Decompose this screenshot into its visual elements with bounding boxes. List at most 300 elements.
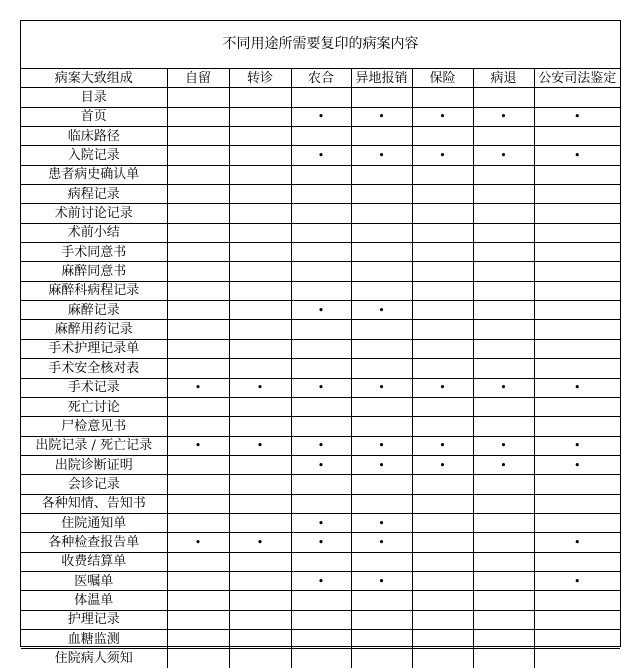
purpose-cell xyxy=(167,494,229,513)
purpose-cell xyxy=(291,301,351,320)
purpose-cell xyxy=(351,494,412,513)
required-mark: • xyxy=(574,149,581,163)
purpose-cell xyxy=(412,417,473,436)
purpose-cell xyxy=(229,281,291,300)
purpose-cell xyxy=(473,281,534,300)
purpose-cell xyxy=(167,629,229,648)
purpose-cell xyxy=(473,262,534,281)
purpose-cell xyxy=(167,397,229,416)
table-row xyxy=(21,591,620,610)
purpose-cell xyxy=(291,359,351,378)
purpose-cell xyxy=(167,378,229,397)
header-cell: 自留 xyxy=(167,69,229,88)
purpose-cell xyxy=(229,185,291,204)
purpose-cell xyxy=(351,339,412,358)
purpose-cell xyxy=(229,127,291,146)
purpose-cell xyxy=(473,397,534,416)
record-name-cell: 手术同意书 xyxy=(21,243,167,262)
purpose-cell xyxy=(351,320,412,339)
required-mark: • xyxy=(378,439,385,453)
required-mark: • xyxy=(500,149,507,163)
required-mark: • xyxy=(317,381,325,395)
record-name-cell: 手术安全核对表 xyxy=(21,359,167,378)
purpose-cell xyxy=(351,552,412,571)
purpose-cell xyxy=(351,146,412,165)
purpose-cell xyxy=(167,146,229,165)
required-mark: • xyxy=(256,439,264,453)
purpose-cell xyxy=(534,513,620,532)
purpose-cell xyxy=(229,494,291,513)
purpose-cell xyxy=(534,281,620,300)
purpose-cell xyxy=(229,320,291,339)
purpose-cell xyxy=(167,107,229,126)
purpose-cell xyxy=(534,107,620,126)
table-row xyxy=(21,533,620,552)
purpose-cell xyxy=(534,223,620,242)
purpose-cell xyxy=(534,610,620,629)
purpose-cell xyxy=(412,378,473,397)
purpose-cell xyxy=(473,204,534,223)
purpose-cell xyxy=(229,165,291,184)
table-row xyxy=(21,494,620,513)
purpose-cell xyxy=(229,262,291,281)
purpose-cell xyxy=(167,455,229,474)
purpose-cell xyxy=(351,436,412,455)
required-mark: • xyxy=(378,149,385,163)
purpose-cell xyxy=(351,591,412,610)
purpose-cell xyxy=(229,417,291,436)
purpose-cell xyxy=(229,552,291,571)
required-mark: • xyxy=(439,439,446,453)
purpose-cell xyxy=(473,591,534,610)
purpose-cell xyxy=(291,513,351,532)
record-name-cell: 体温单 xyxy=(21,591,167,610)
required-mark: • xyxy=(256,535,264,549)
record-name-cell: 医嘱单 xyxy=(21,571,167,590)
required-mark: • xyxy=(317,516,325,530)
purpose-cell xyxy=(291,88,351,107)
required-mark: • xyxy=(378,535,385,549)
table-row xyxy=(21,243,620,262)
purpose-cell xyxy=(229,107,291,126)
table-row xyxy=(21,185,620,204)
table-row xyxy=(21,262,620,281)
required-mark: • xyxy=(574,535,581,549)
purpose-cell xyxy=(412,455,473,474)
purpose-cell xyxy=(229,301,291,320)
purpose-cell xyxy=(534,494,620,513)
purpose-cell xyxy=(167,281,229,300)
record-name-cell: 临床路径 xyxy=(21,127,167,146)
table-row xyxy=(21,552,620,571)
purpose-cell xyxy=(351,262,412,281)
record-name-cell: 出院诊断证明 xyxy=(21,455,167,474)
required-mark: • xyxy=(500,381,507,395)
table-row xyxy=(21,146,620,165)
table-row xyxy=(21,359,620,378)
purpose-cell xyxy=(473,494,534,513)
purpose-cell xyxy=(167,204,229,223)
purpose-cell xyxy=(412,107,473,126)
purpose-cell xyxy=(412,127,473,146)
purpose-cell xyxy=(534,146,620,165)
purpose-cell xyxy=(167,610,229,629)
purpose-cell xyxy=(534,417,620,436)
purpose-cell xyxy=(351,610,412,629)
purpose-cell xyxy=(167,417,229,436)
header-cell: 公安司法鉴定 xyxy=(534,69,620,88)
purpose-cell xyxy=(167,165,229,184)
record-name-cell: 各种检查报告单 xyxy=(21,533,167,552)
purpose-cell xyxy=(534,165,620,184)
purpose-cell xyxy=(534,475,620,494)
purpose-cell xyxy=(229,88,291,107)
purpose-cell xyxy=(291,649,351,668)
purpose-cell xyxy=(229,610,291,629)
purpose-cell xyxy=(473,301,534,320)
purpose-cell xyxy=(291,436,351,455)
purpose-cell xyxy=(291,591,351,610)
purpose-cell xyxy=(291,339,351,358)
purpose-cell xyxy=(473,552,534,571)
purpose-cell xyxy=(412,204,473,223)
purpose-cell xyxy=(351,455,412,474)
purpose-cell xyxy=(229,533,291,552)
purpose-cell xyxy=(473,107,534,126)
purpose-cell xyxy=(229,513,291,532)
purpose-cell xyxy=(229,339,291,358)
purpose-cell xyxy=(473,88,534,107)
required-mark: • xyxy=(194,439,202,453)
required-mark: • xyxy=(317,535,325,549)
record-name-cell: 出院记录 / 死亡记录 xyxy=(21,436,167,455)
purpose-cell xyxy=(351,571,412,590)
purpose-cell xyxy=(534,629,620,648)
required-mark: • xyxy=(500,110,507,124)
required-mark: • xyxy=(378,458,385,472)
purpose-cell xyxy=(473,339,534,358)
purpose-cell xyxy=(351,223,412,242)
purpose-cell xyxy=(167,320,229,339)
record-name-cell: 首页 xyxy=(21,107,167,126)
record-name-cell: 术前讨论记录 xyxy=(21,204,167,223)
purpose-cell xyxy=(291,552,351,571)
table-row xyxy=(21,571,620,590)
purpose-cell xyxy=(351,417,412,436)
purpose-cell xyxy=(534,88,620,107)
required-mark: • xyxy=(574,439,581,453)
purpose-cell xyxy=(291,494,351,513)
purpose-cell xyxy=(167,223,229,242)
table-row xyxy=(21,127,620,146)
purpose-cell xyxy=(473,359,534,378)
purpose-cell xyxy=(473,223,534,242)
purpose-cell xyxy=(229,397,291,416)
purpose-cell xyxy=(412,610,473,629)
purpose-cell xyxy=(534,455,620,474)
required-mark: • xyxy=(500,439,507,453)
purpose-cell xyxy=(167,591,229,610)
record-name-cell: 入院记录 xyxy=(21,146,167,165)
table-title: 不同用途所需要复印的病案内容 xyxy=(21,21,620,69)
required-mark: • xyxy=(378,381,385,395)
record-name-cell: 尸检意见书 xyxy=(21,417,167,436)
purpose-cell xyxy=(412,339,473,358)
table-row xyxy=(21,513,620,532)
purpose-cell xyxy=(291,475,351,494)
purpose-cell xyxy=(351,533,412,552)
required-mark: • xyxy=(439,381,446,395)
purpose-cell xyxy=(412,513,473,532)
purpose-cell xyxy=(534,649,620,668)
record-name-cell: 麻醉同意书 xyxy=(21,262,167,281)
purpose-cell xyxy=(473,436,534,455)
required-mark: • xyxy=(256,381,264,395)
purpose-cell xyxy=(351,629,412,648)
table-row xyxy=(21,320,620,339)
purpose-cell xyxy=(534,204,620,223)
purpose-cell xyxy=(167,649,229,668)
required-mark: • xyxy=(574,381,581,395)
record-name-cell: 目录 xyxy=(21,88,167,107)
purpose-cell xyxy=(167,436,229,455)
purpose-cell xyxy=(229,455,291,474)
purpose-cell xyxy=(412,301,473,320)
purpose-cell xyxy=(351,204,412,223)
purpose-cell xyxy=(351,475,412,494)
purpose-cell xyxy=(412,146,473,165)
purpose-cell xyxy=(229,359,291,378)
purpose-cell xyxy=(291,629,351,648)
purpose-cell xyxy=(534,397,620,416)
table-row xyxy=(21,436,620,455)
purpose-cell xyxy=(291,397,351,416)
purpose-cell xyxy=(473,513,534,532)
purpose-cell xyxy=(351,281,412,300)
purpose-cell xyxy=(412,571,473,590)
purpose-cell xyxy=(351,88,412,107)
record-name-cell: 手术护理记录单 xyxy=(21,339,167,358)
purpose-cell xyxy=(351,185,412,204)
purpose-cell xyxy=(412,494,473,513)
purpose-cell xyxy=(351,513,412,532)
purpose-cell xyxy=(534,591,620,610)
purpose-cell xyxy=(167,475,229,494)
purpose-cell xyxy=(351,107,412,126)
purpose-cell xyxy=(291,610,351,629)
purpose-cell xyxy=(167,571,229,590)
copy-requirements-sheet xyxy=(20,20,621,666)
header-cell: 转诊 xyxy=(229,69,291,88)
purpose-cell xyxy=(167,552,229,571)
header-cell: 病退 xyxy=(473,69,534,88)
purpose-cell xyxy=(167,262,229,281)
table-row xyxy=(21,88,620,107)
table-row xyxy=(21,475,620,494)
required-mark: • xyxy=(317,439,325,453)
required-mark: • xyxy=(439,458,446,472)
required-mark: • xyxy=(378,574,385,588)
purpose-cell xyxy=(473,629,534,648)
table-row xyxy=(21,301,620,320)
purpose-cell xyxy=(412,359,473,378)
purpose-cell xyxy=(291,571,351,590)
purpose-cell xyxy=(412,185,473,204)
purpose-cell xyxy=(412,281,473,300)
purpose-cell xyxy=(291,243,351,262)
table-row xyxy=(21,629,620,648)
purpose-cell xyxy=(351,359,412,378)
purpose-cell xyxy=(229,378,291,397)
record-name-cell: 手术记录 xyxy=(21,378,167,397)
purpose-cell xyxy=(351,649,412,668)
purpose-cell xyxy=(412,320,473,339)
purpose-cell xyxy=(534,571,620,590)
record-name-cell: 住院病人须知 xyxy=(21,649,167,668)
purpose-cell xyxy=(351,301,412,320)
header-row xyxy=(21,69,620,88)
purpose-cell xyxy=(291,107,351,126)
record-name-cell: 麻醉科病程记录 xyxy=(21,281,167,300)
purpose-cell xyxy=(534,378,620,397)
purpose-cell xyxy=(534,185,620,204)
purpose-cell xyxy=(291,223,351,242)
required-mark: • xyxy=(574,110,581,124)
purpose-cell xyxy=(534,127,620,146)
table-row xyxy=(21,610,620,629)
purpose-cell xyxy=(291,533,351,552)
table-row xyxy=(21,455,620,474)
purpose-cell xyxy=(167,88,229,107)
purpose-cell xyxy=(167,513,229,532)
purpose-cell xyxy=(351,127,412,146)
purpose-cell xyxy=(473,185,534,204)
table-row xyxy=(21,204,620,223)
purpose-cell xyxy=(473,571,534,590)
purpose-cell xyxy=(291,455,351,474)
purpose-cell xyxy=(412,243,473,262)
purpose-cell xyxy=(473,146,534,165)
purpose-cell xyxy=(412,629,473,648)
record-name-cell: 会诊记录 xyxy=(21,475,167,494)
purpose-cell xyxy=(412,165,473,184)
purpose-cell xyxy=(167,339,229,358)
copy-requirements-table xyxy=(21,69,620,668)
purpose-cell xyxy=(534,339,620,358)
purpose-cell xyxy=(473,610,534,629)
purpose-cell xyxy=(351,378,412,397)
purpose-cell xyxy=(229,629,291,648)
purpose-cell xyxy=(229,571,291,590)
required-mark: • xyxy=(317,110,325,124)
record-name-cell: 收费结算单 xyxy=(21,552,167,571)
purpose-cell xyxy=(229,204,291,223)
purpose-cell xyxy=(412,591,473,610)
header-cell: 农合 xyxy=(291,69,351,88)
purpose-cell xyxy=(167,533,229,552)
header-cell: 保险 xyxy=(412,69,473,88)
purpose-cell xyxy=(229,591,291,610)
required-mark: • xyxy=(439,149,446,163)
record-name-cell: 血糖监测 xyxy=(21,629,167,648)
purpose-cell xyxy=(534,301,620,320)
purpose-cell xyxy=(229,475,291,494)
required-mark: • xyxy=(194,535,202,549)
purpose-cell xyxy=(534,359,620,378)
purpose-cell xyxy=(167,301,229,320)
purpose-cell xyxy=(291,127,351,146)
purpose-cell xyxy=(473,533,534,552)
purpose-cell xyxy=(534,533,620,552)
purpose-cell xyxy=(473,649,534,668)
purpose-cell xyxy=(534,262,620,281)
required-mark: • xyxy=(194,381,202,395)
required-mark: • xyxy=(317,149,325,163)
header-cell: 病案大致组成 xyxy=(21,69,167,88)
purpose-cell xyxy=(412,397,473,416)
required-mark: • xyxy=(574,458,581,472)
record-name-cell: 死亡讨论 xyxy=(21,397,167,416)
purpose-cell xyxy=(473,455,534,474)
purpose-cell xyxy=(229,243,291,262)
required-mark: • xyxy=(317,303,325,317)
purpose-cell xyxy=(351,243,412,262)
purpose-cell xyxy=(534,436,620,455)
record-name-cell: 麻醉记录 xyxy=(21,301,167,320)
purpose-cell xyxy=(291,204,351,223)
purpose-cell xyxy=(229,146,291,165)
purpose-cell xyxy=(291,378,351,397)
table-row xyxy=(21,339,620,358)
purpose-cell xyxy=(229,223,291,242)
required-mark: • xyxy=(574,574,581,588)
table-row xyxy=(21,165,620,184)
table-row xyxy=(21,107,620,126)
table-row xyxy=(21,417,620,436)
table-row xyxy=(21,281,620,300)
purpose-cell xyxy=(291,281,351,300)
table-row xyxy=(21,378,620,397)
purpose-cell xyxy=(351,397,412,416)
purpose-cell xyxy=(534,243,620,262)
required-mark: • xyxy=(378,516,385,530)
purpose-cell xyxy=(473,127,534,146)
record-name-cell: 住院通知单 xyxy=(21,513,167,532)
table-row xyxy=(21,223,620,242)
purpose-cell xyxy=(412,223,473,242)
header-cell: 异地报销 xyxy=(351,69,412,88)
purpose-cell xyxy=(291,320,351,339)
record-name-cell: 各种知情、告知书 xyxy=(21,494,167,513)
purpose-cell xyxy=(412,552,473,571)
record-name-cell: 患者病史确认单 xyxy=(21,165,167,184)
purpose-cell xyxy=(473,475,534,494)
purpose-cell xyxy=(167,127,229,146)
purpose-cell xyxy=(291,417,351,436)
required-mark: • xyxy=(317,574,325,588)
purpose-cell xyxy=(229,436,291,455)
required-mark: • xyxy=(439,110,446,124)
purpose-cell xyxy=(167,243,229,262)
purpose-cell xyxy=(473,243,534,262)
purpose-cell xyxy=(351,165,412,184)
purpose-cell xyxy=(291,262,351,281)
purpose-cell xyxy=(412,475,473,494)
required-mark: • xyxy=(317,458,325,472)
purpose-cell xyxy=(412,533,473,552)
purpose-cell xyxy=(473,165,534,184)
purpose-cell xyxy=(291,165,351,184)
